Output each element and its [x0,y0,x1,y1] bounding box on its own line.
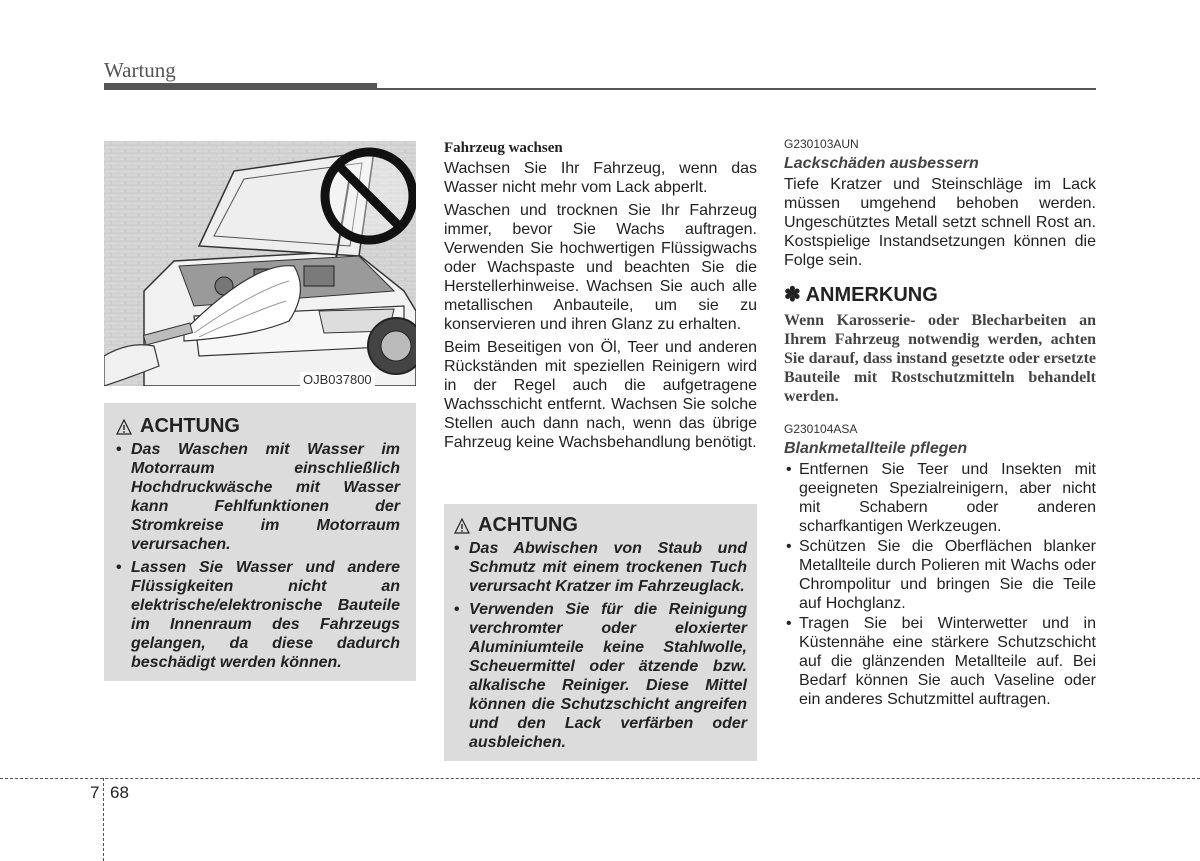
metal-care-list [784,460,1096,709]
wax-paragraph: Waschen und trocknen Sie Ihr Fahrzeug immer, bevor Sie Wachs auftragen. Verwenden Sie hochwertigen Flüssigwachs oder Wachspaste und beachten Sie die Herstellerhinweise. Wachsen Sie auch alle metallischen Anbauteile, um sie zu konservieren und ihren Glanz zu erhalten. [444,202,757,333]
section-code: G230103AUN [784,137,859,151]
footer-dashed-rule [0,778,1200,779]
warning-item: • Verwenden Sie für die Reinigung verchromter oder eloxierter Aluminiumteile keine Stahlwolle, Scheuermittel oder ätzende bzw. alkalische Reiniger. Diese Mittel können die Schutzschicht angreifen und den Lack verfärben oder ausbleichen. [454,600,747,752]
wax-section [444,140,757,456]
warning-item: • Das Abwischen von Staub und Schmutz mit einem trockenen Tuch verursacht Kratzer im Fahrzeuglack. [454,539,747,596]
footer-dashed-divider [103,778,104,861]
page-number: 68 [110,783,129,802]
warning-box-cleaning [444,504,757,761]
list-item: • Entfernen Sie Teer und Insekten mit geeigneten Spezialreinigern, aber nicht mit Schabern oder anderen scharfkantigen Werkzeugen. [784,460,1096,536]
warning-list [116,440,400,672]
wax-heading: Fahrzeug wachsen [444,140,563,156]
warning-item: • Das Waschen mit Wasser im Motorraum einschließlich Hochdruckwäsche mit Wasser kann Fehlfunktionen der Stromkreise im Motorraum verursachen. [116,440,400,554]
warning-item: • Lassen Sie Wasser und andere Flüssigkeiten nicht an elektrische/elektronische Bauteile im Innenraum des Fahrzeugs gelangen, da diese dadurch beschädigt werden können. [116,558,400,672]
figure-code: OJB037800 [300,372,375,387]
section-title: Wartung [104,58,176,82]
header-rule-thick [104,83,377,90]
header-rule-thin [377,88,1096,90]
warning-title: ACHTUNG [478,514,578,536]
prohibition-sign-icon [325,152,413,240]
warning-box-engine-wash [104,403,416,681]
warning-list [454,539,747,752]
section-code: G230104ASA [784,422,858,436]
car-engine-bay-drawing [104,141,416,386]
wax-paragraph: Wachsen Sie Ihr Fahrzeug, wenn das Wasser nicht mehr vom Lack abperlt. [444,160,757,196]
chapter-number: 7 [90,783,100,802]
paint-text: Tiefe Kratzer und Steinschläge im Lack müssen umgehend behoben werden. Ungeschütztes Metall setzt schnell Rost an. Kostspielige Instandsetzungen können die Folge sein. [784,176,1096,269]
right-column [784,137,1096,710]
list-item: • Tragen Sie bei Winterwetter und in Küstennähe eine stärkere Schutzschicht auf die glänzenden Metallteile auf. Bei Bedarf können Sie auch Vaseline oder ein anderes Schutzmittel auftragen. [784,614,1096,709]
warning-triangle-icon [454,518,470,534]
wax-paragraph: Beim Beseitigen von Öl, Teer und anderen Rückständen mit speziellen Reinigern wird in der Regel auch die aufgetragene Wachsschicht entfernt. Wachsen Sie solche Stellen auch dann nach, wenn das übrige Fahrzeug keine Wachsbehandlung benötigt. [444,339,757,451]
metal-heading: Blankmetallteile pflegen [784,440,968,457]
warning-heading [454,514,747,537]
warning-title: ACHTUNG [140,415,240,437]
warning-triangle-icon [116,419,132,435]
warning-heading [116,415,400,438]
list-item: • Schützen Sie die Oberflächen blanker Metallteile durch Polieren mit Wachs oder Chrompolitur und bringen Sie die Teile auf Hochglanz. [784,537,1096,613]
note-text: Wenn Karosserie- oder Blecharbeiten an Ihrem Fahrzeug notwendig werden, achten Sie darauf, dass instand gesetzte oder ersetzte Bauteile mit Rostschutzmitteln behandelt werden. [784,312,1096,405]
engine-wash-illustration [104,141,416,386]
paint-heading: Lackschäden ausbessern [784,155,979,172]
note-heading: ✽ ANMERKUNG [784,284,938,306]
